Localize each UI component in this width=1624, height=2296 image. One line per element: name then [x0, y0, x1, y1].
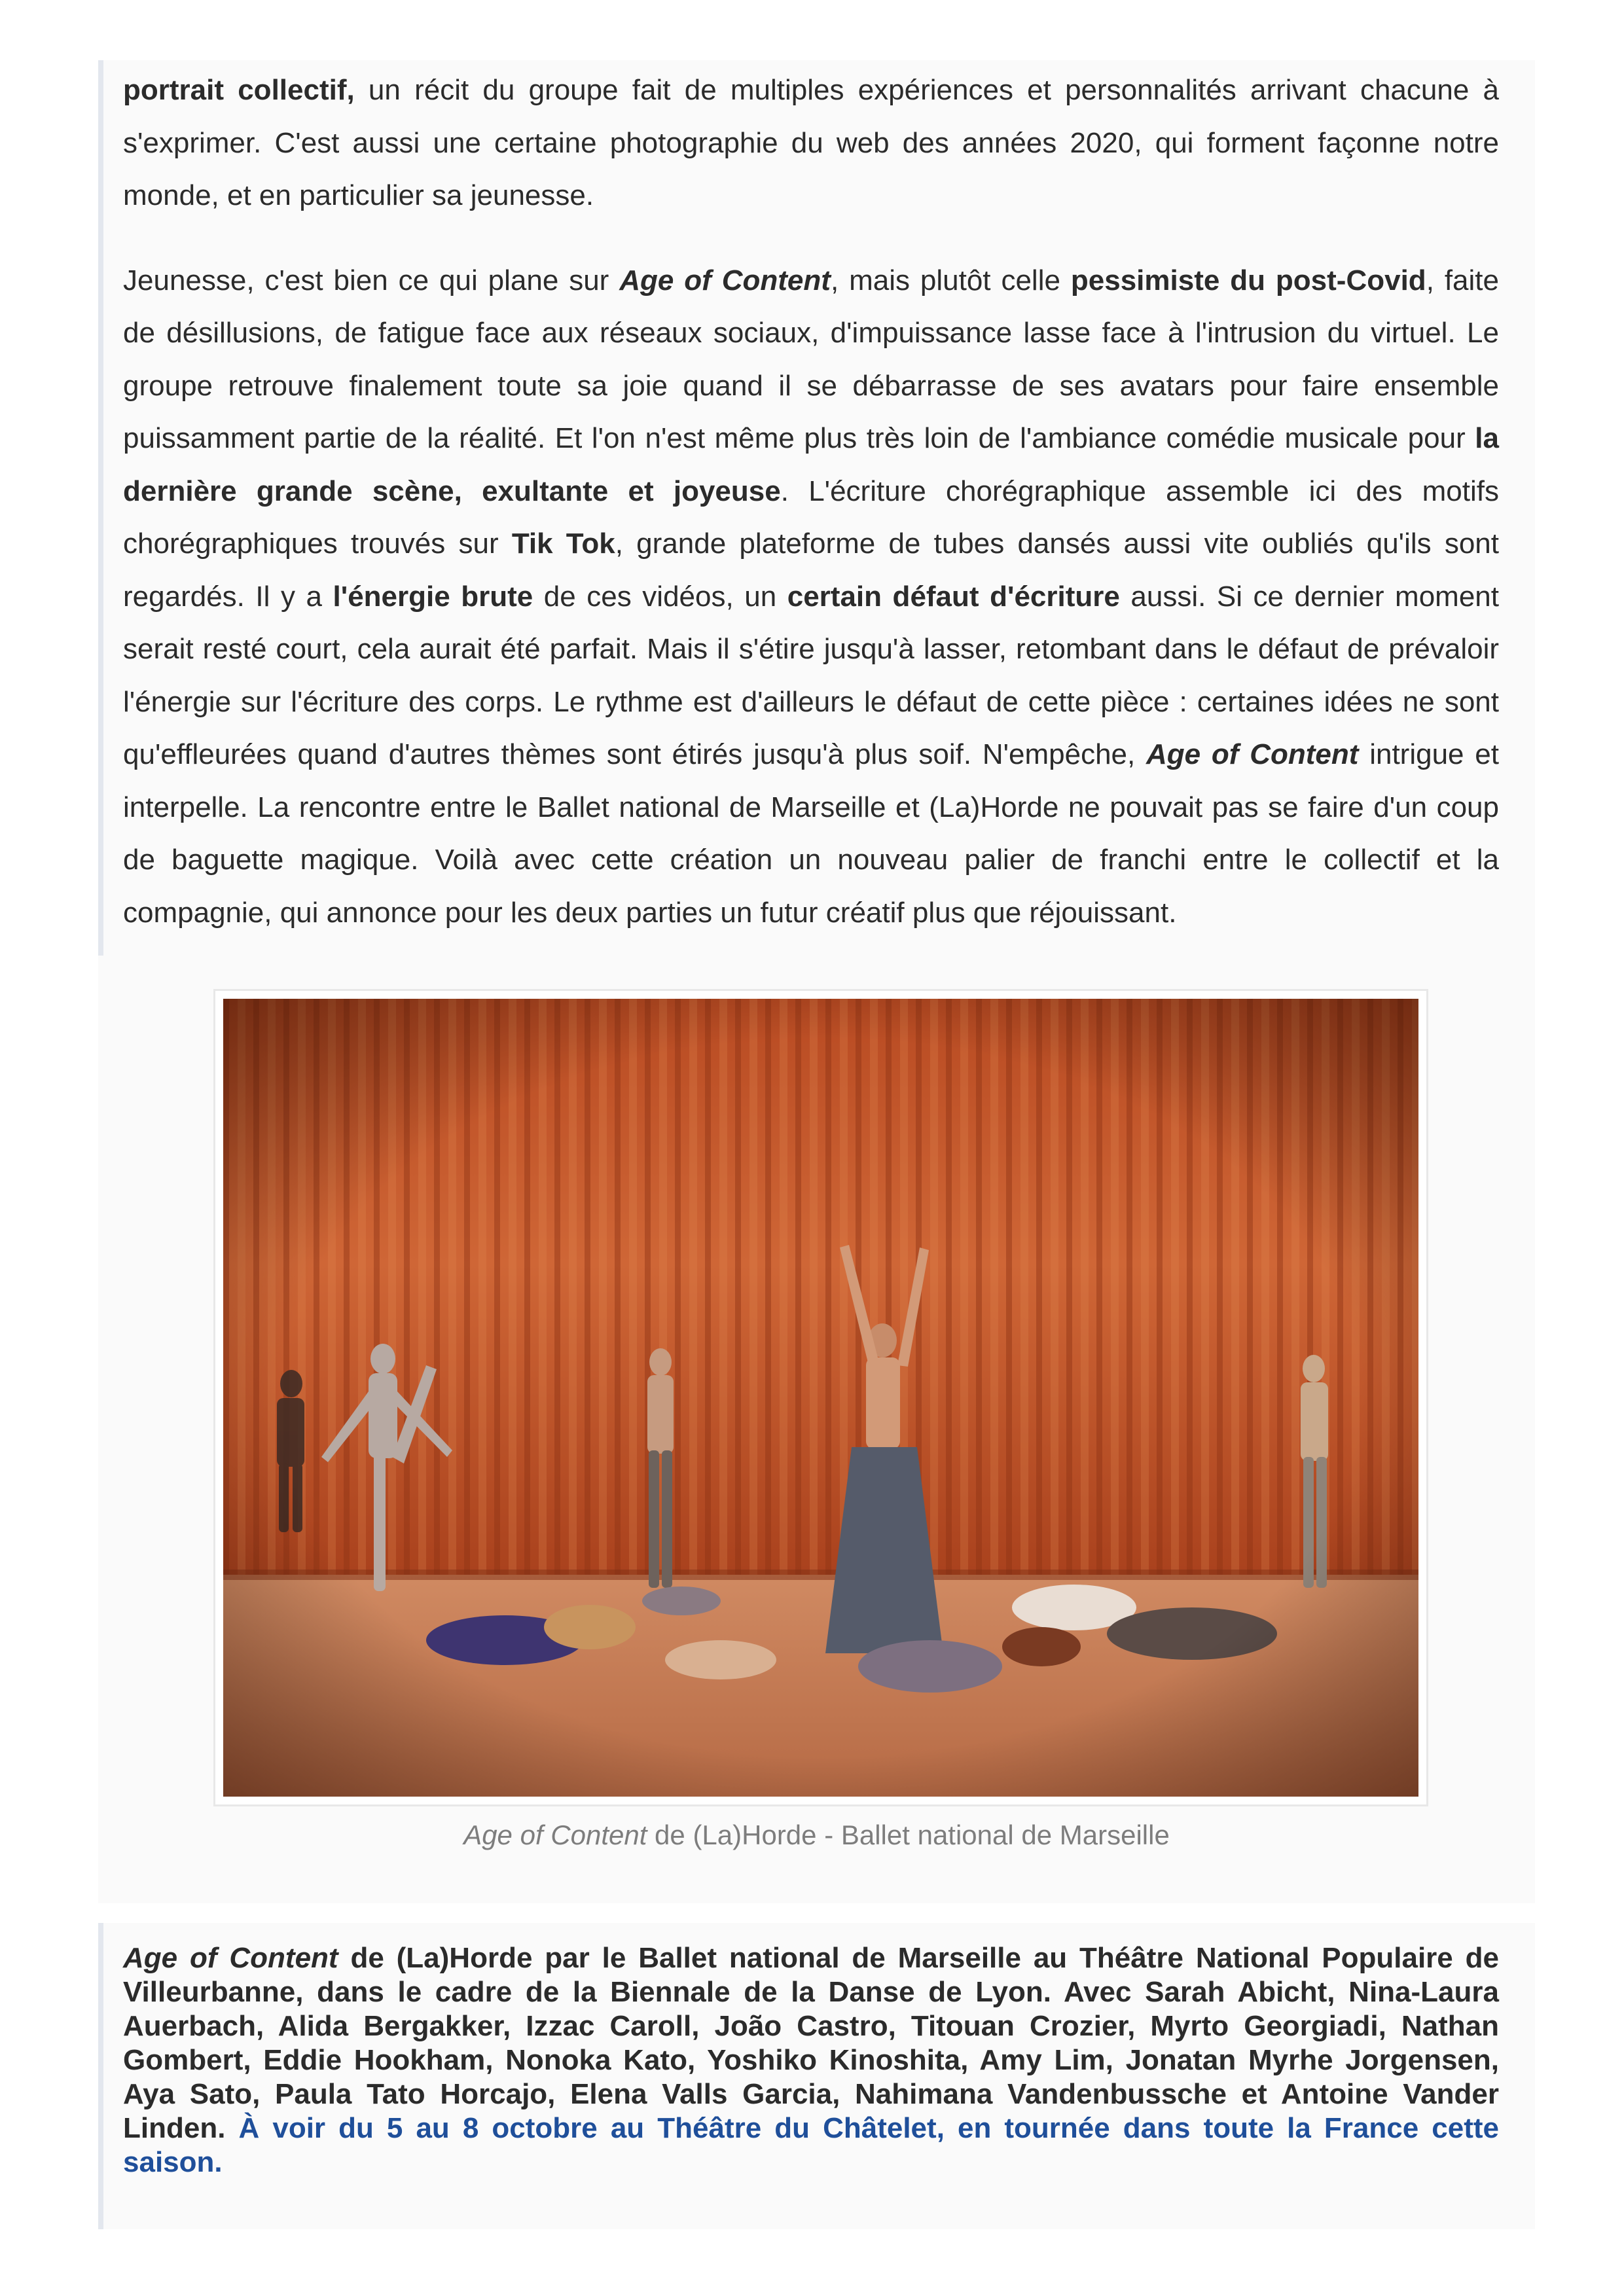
text-run: . L'écriture chorégraphique assemble ici des motifs chorégraphiques trouvés sur — [123, 475, 1499, 560]
stage-photo[interactable] — [223, 999, 1418, 1797]
text-bold: portrait collectif, — [123, 74, 355, 106]
text-run: , faite de désillusions, de fatigue face aux réseaux sociaux, d'impuissance lasse face à l'intrusion du virtuel. Le groupe retrouve finalement toute sa joie quand il se débarrasse de ses avatars pour faire ensemble puissamment partie de la réalité. Et l'on n'est même plus très loin de l'ambiance comédie musicale pour — [123, 264, 1499, 454]
text-run: intrigue et interpelle. La rencontre entre le Ballet national de Marseille et (La)Horde ne pouvait pas se faire d'un coup de baguette magique. Voilà avec cette création un nouveau palier de franchi entre le collectif et la compagnie, qui annonce pour les deux parties un futur créatif plus que réjouissant. — [123, 738, 1499, 929]
text-bold: pessimiste du post-Covid — [1070, 264, 1426, 296]
credits-title: Age of Content — [123, 1942, 338, 1974]
photo-caption — [98, 1820, 1535, 1851]
caption-title: Age of Content — [463, 1820, 647, 1850]
text-bold: certain défaut d'écriture — [787, 580, 1120, 613]
article-body — [98, 60, 1535, 977]
figure — [98, 956, 1535, 1903]
text-bold: l'énergie brute — [333, 580, 533, 613]
text-bold-italic: Age of Content — [1146, 738, 1359, 770]
credits-box — [98, 1923, 1535, 2229]
photo-frame — [213, 989, 1428, 1806]
text-run: , mais plutôt celle — [830, 264, 1071, 296]
text-bold: Tik Tok — [511, 528, 615, 560]
article-paragraph-1 — [123, 64, 1499, 223]
text-bold-italic: Age of Content — [619, 264, 831, 296]
text-run: un récit du groupe fait de multiples expériences et personnalités arrivant chacune à s'exprimer. C'est aussi une certaine photographie du web des années 2020, qui forment façonne notre monde, et en particulier sa jeunesse. — [123, 74, 1499, 211]
text-run: , grande plateforme de tubes dansés aussi vite oubliés qu'ils sont regardés. Il y a — [123, 528, 1500, 613]
article-paragraph-2 — [123, 255, 1499, 940]
text-run: Jeunesse, c'est bien ce qui plane sur — [123, 264, 620, 296]
text-run: aussi. Si ce dernier moment serait resté court, cela aurait été parfait. Mais il s'étire jusqu'à lasser, retombant dans le défaut de prévaloir l'énergie sur l'écriture des corps. Le rythme est d'ailleurs le défaut de cette pièce : certaines idées ne sont qu'effleurées quand d'autres thèmes sont étirés jusqu'à plus soif. N'empêche, — [123, 580, 1499, 770]
credits-cast: de (La)Horde par le Ballet national de Marseille au Théâtre National Populaire de Villeurbanne, dans le cadre de la Biennale de la Danse de Lyon. Avec Sarah Abicht, Nina-Laura Auerbach, Alida Bergakker, Izzac Caroll, João Castro, Titouan Crozier, Myrto Georgiadi, Nathan Gombert, Eddie Hookham, Nonoka Kato, Yoshiko Kinoshita, Amy Lim, Jonatan Myrhe Jorgensen, Aya Sato, Paula Tato Horcajo, Elena Valls Garcia, Nahimana Vandenbussche et Antoine Vander Linden. — [123, 1942, 1499, 2144]
text-bold: la dernière grande scène, exultante et joyeuse — [123, 422, 1499, 507]
tour-link[interactable]: , en tournée dans toute la France cette saison. — [123, 2112, 1500, 2178]
chatelet-link[interactable]: À voir du 5 au 8 octobre au Théâtre du Châtelet — [238, 2112, 937, 2144]
caption-text: de (La)Horde - Ballet national de Marseille — [647, 1820, 1170, 1850]
text-run: de ces vidéos, un — [533, 580, 787, 613]
credits-text — [123, 1941, 1499, 2179]
